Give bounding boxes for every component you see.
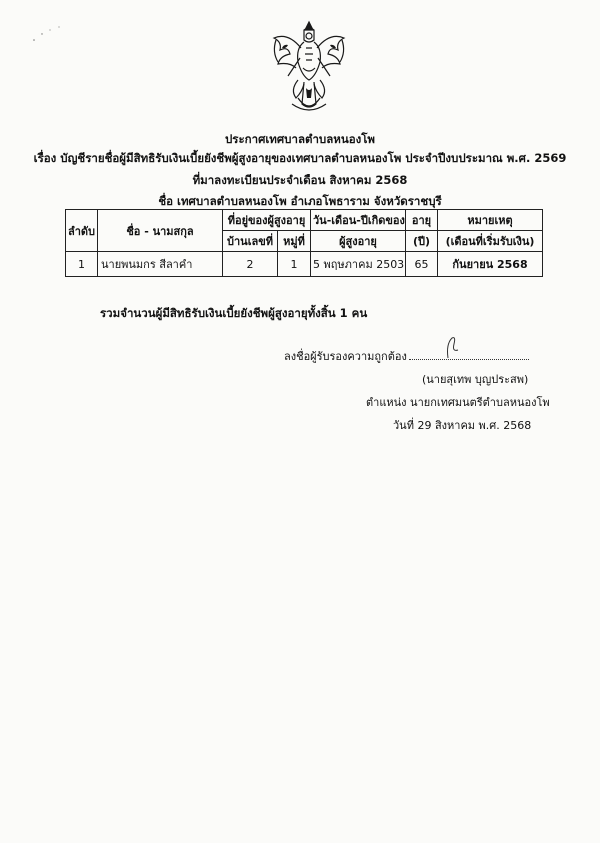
certify-line bbox=[284, 347, 529, 365]
col-header-birth-2: ผู้สูงอายุ bbox=[311, 231, 406, 252]
col-header-house-no: บ้านเลขที่ bbox=[223, 231, 278, 252]
col-header-moo: หมู่ที่ bbox=[278, 231, 311, 252]
cell-name: นายพนมกร สีลาคำ bbox=[98, 252, 223, 277]
cell-remark: กันยายน 2568 bbox=[438, 252, 543, 277]
cell-moo: 1 bbox=[278, 252, 311, 277]
signatory-position: ตำแหน่ง นายกเทศมนตรีตำบลหนองโพ bbox=[366, 396, 550, 409]
scan-specks bbox=[28, 24, 68, 48]
registration-line: ที่มาลงทะเบียนประจำเดือน สิงหาคม 2568 bbox=[192, 173, 408, 187]
organization-line: ชื่อ เทศบาลตำบลหนองโพ อำเภอโพธาราม จังหวัดราชบุรี bbox=[158, 194, 442, 208]
cell-age: 65 bbox=[406, 252, 438, 277]
col-header-remark-2: (เดือนที่เริ่มรับเงิน) bbox=[438, 231, 543, 252]
cell-house-no: 2 bbox=[223, 252, 278, 277]
col-header-no: ลำดับ bbox=[66, 210, 98, 252]
col-header-birth-1: วัน-เดือน-ปีเกิดของ bbox=[311, 210, 406, 231]
total-summary: รวมจำนวนผู้มีสิทธิรับเงินเบี้ยยังชีพผู้สูงอายุทั้งสิ้น 1 คน bbox=[100, 306, 368, 320]
signatory-name: (นายสุเทพ บุญประสพ) bbox=[422, 373, 529, 386]
cell-no: 1 bbox=[66, 252, 98, 277]
announcement-title: ประกาศเทศบาลตำบลหนองโพ bbox=[225, 132, 375, 146]
col-header-name: ชื่อ - นามสกุล bbox=[98, 210, 223, 252]
cell-birth: 5 พฤษภาคม 2503 bbox=[311, 252, 406, 277]
col-header-address: ที่อยู่ของผู้สูงอายุ bbox=[223, 210, 311, 231]
handwritten-signature-icon bbox=[438, 334, 468, 360]
signature-dotted-line bbox=[409, 359, 529, 360]
col-header-age-2: (ปี) bbox=[406, 231, 438, 252]
col-header-age-1: อายุ bbox=[406, 210, 438, 231]
certify-label: ลงชื่อผู้รับรองความถูกต้อง bbox=[284, 350, 407, 363]
col-header-remark-1: หมายเหตุ bbox=[438, 210, 543, 231]
beneficiary-table bbox=[65, 209, 543, 277]
garuda-emblem-icon bbox=[268, 18, 350, 118]
subject-line: เรื่อง บัญชีรายชื่อผู้มีสิทธิรับเงินเบี้ยยังชีพผู้สูงอายุของเทศบาลตำบลหนองโพ ประจำปีงบประมาณ พ.ศ. 2569 bbox=[33, 151, 567, 165]
table-row bbox=[66, 252, 543, 277]
signature-date: วันที่ 29 สิงหาคม พ.ศ. 2568 bbox=[393, 419, 532, 432]
